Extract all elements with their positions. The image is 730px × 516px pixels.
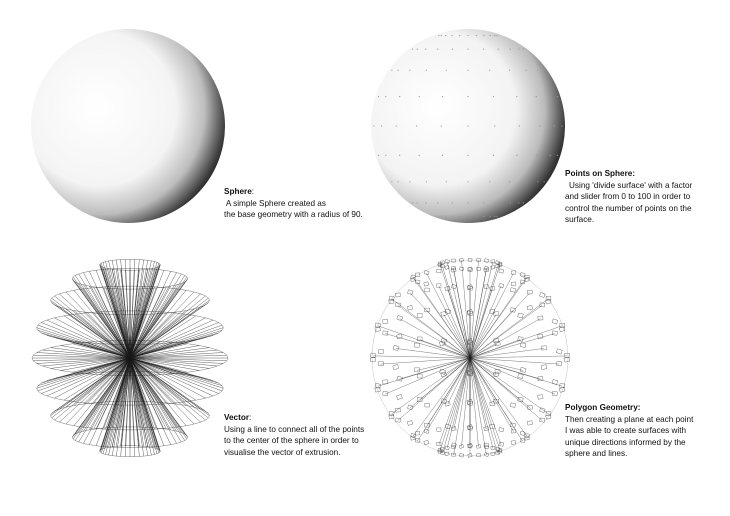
polygon-plane: [518, 336, 524, 341]
polygon-plane: [424, 282, 429, 287]
polygon-plane: [499, 269, 504, 273]
polygon-line: [470, 358, 549, 414]
polygon-plane: [520, 438, 525, 442]
polygon-plane: [451, 268, 456, 272]
polygon-wire: [370, 258, 570, 457]
polygon-line: [378, 358, 470, 386]
points-caption: [565, 168, 692, 226]
polygon-plane: [540, 408, 546, 413]
polygon-plane: [552, 331, 557, 336]
polygon-plane: [538, 334, 543, 339]
vector-caption-line: visualise the vector of extrusion.: [224, 447, 341, 457]
polygon-plane: [527, 421, 532, 425]
polygon-plane: [493, 372, 499, 377]
polygon-plane: [494, 339, 499, 343]
points-caption-line: and slider from 0 to 100 in order to: [565, 192, 691, 202]
polygon-line: [470, 260, 479, 358]
polygon-line: [439, 286, 470, 358]
polygon-plane: [437, 269, 441, 272]
polygon-caption-line: unique directions informed by the: [565, 437, 686, 447]
polygon-plane: [490, 402, 495, 406]
polygon-line: [413, 358, 470, 436]
sphere-caption-colon: :: [251, 187, 255, 196]
polygon-plane: [437, 284, 441, 287]
polygon-plane: [491, 452, 495, 456]
polygon-plane: [520, 343, 526, 348]
polygon-plane: [395, 418, 400, 422]
polygon-line: [392, 299, 471, 358]
polygon-plane: [511, 271, 516, 275]
polygon-plane: [510, 288, 515, 293]
polygon-plane: [378, 349, 383, 353]
polygon-line: [470, 334, 555, 359]
polygon-plane: [439, 341, 445, 346]
polygon-plane: [496, 451, 500, 454]
sphere-caption-line: A simple Sphere created as: [224, 198, 326, 208]
vector-caption-colon: :: [249, 413, 252, 422]
polygon-plane: [397, 394, 403, 399]
polygon-caption-line: sphere and lines.: [565, 449, 628, 459]
polygon-plane: [510, 423, 515, 428]
polygon-line: [470, 278, 527, 359]
polygon-plane: [520, 272, 525, 277]
polygon-plane: [511, 440, 516, 444]
polygon-plane: [552, 391, 557, 396]
polygon-plane: [424, 270, 429, 275]
polygon-plane: [407, 305, 413, 310]
polygon-plane: [417, 374, 422, 378]
polygon-line: [470, 358, 492, 404]
polygon-plane: [499, 427, 504, 431]
polygon-plane: [524, 436, 529, 440]
polygon-plane: [425, 423, 430, 427]
polygon-plane: [564, 357, 570, 362]
polygon-plane: [527, 405, 532, 409]
polygon-line: [413, 278, 470, 359]
polygon-caption: [565, 402, 693, 460]
polygon-line: [470, 358, 542, 421]
vector-caption-line: Using a line to connect all of the points: [224, 424, 365, 434]
polygon-plane: [477, 267, 481, 270]
polygon-caption-title: Polygon Geometry:: [565, 403, 641, 412]
polygon-line: [470, 358, 522, 441]
polygon-plane: [484, 259, 488, 263]
polygon-plane: [520, 280, 525, 284]
polygon-line: [470, 358, 493, 448]
polygon-plane: [425, 288, 430, 292]
sphere-caption-line: the base geometry with a radius of 90.: [224, 210, 363, 220]
polygon-plane: [538, 395, 543, 400]
polygon-plane: [424, 440, 429, 445]
sphere-caption-title: Sphere: [224, 187, 252, 196]
polygon-plane: [451, 426, 456, 430]
polygon-line: [470, 293, 530, 358]
polygon-plane: [383, 319, 388, 323]
polygon-line: [470, 299, 549, 358]
sphere-caption: [224, 186, 363, 221]
points-caption-line: control the number of points on the: [565, 203, 692, 213]
polygon-line: [447, 262, 470, 358]
polygon-plane: [511, 282, 516, 286]
polygon-plane: [459, 267, 464, 271]
polygon-plane: [397, 376, 403, 381]
polygon-plane: [459, 453, 464, 457]
polygon-plane: [414, 343, 419, 347]
polygon-plane: [510, 403, 515, 408]
polygon-plane: [556, 361, 562, 366]
polygon-plane: [527, 290, 532, 294]
polygon-plane: [493, 311, 499, 316]
polygon-plane: [441, 372, 447, 377]
polygon-plane: [411, 436, 416, 440]
polygon-plane: [540, 418, 545, 422]
polygon-line: [420, 340, 470, 359]
polygon-plane: [407, 420, 413, 425]
polygon-plane: [520, 431, 525, 436]
polygon-line: [470, 286, 501, 358]
polygon-plane: [445, 452, 450, 456]
polygon-line: [470, 289, 492, 358]
polygon-plane: [437, 428, 441, 431]
polygon-line: [470, 358, 486, 429]
polygon-plane: [541, 346, 546, 350]
polygon-caption-line: I was able to create surfaces with: [565, 426, 687, 436]
polygon-plane: [484, 285, 488, 289]
polygon-plane: [383, 331, 388, 335]
polygon-plane: [417, 313, 422, 317]
polygon-plane: [383, 391, 388, 395]
polygon-plane: [393, 364, 399, 369]
polygon-line: [454, 358, 470, 429]
polygon-plane: [477, 454, 481, 457]
polygon-line: [470, 326, 562, 358]
polygon-line: [462, 260, 471, 358]
polygon-plane: [417, 398, 422, 402]
polygon-plane: [496, 265, 500, 268]
polygon-plane: [564, 353, 569, 357]
vector-caption-line: to the center of the sphere in order to: [224, 436, 359, 446]
polygon-plane: [511, 429, 516, 433]
polygon-line: [448, 289, 470, 358]
points-caption-title: Points on Sphere:: [565, 169, 636, 178]
polygon-line: [470, 358, 555, 394]
polygon-plane: [556, 349, 562, 354]
polygon-plane: [393, 345, 399, 350]
polygon-plane: [541, 365, 547, 370]
polygon-plane: [518, 397, 524, 402]
polygon-line: [448, 358, 470, 404]
polygon-caption-line: Then creating a plane at each point: [565, 414, 694, 424]
polygon-plane: [495, 369, 500, 373]
points-caption-line: surface.: [565, 215, 595, 225]
polygon-plane: [527, 306, 532, 310]
polygon-line: [427, 310, 470, 358]
polygon-plane: [552, 379, 558, 384]
polygon-plane: [451, 284, 456, 289]
polygon-line: [392, 358, 471, 414]
polygon-plane: [415, 273, 420, 277]
vector-caption-title: Vector: [224, 413, 250, 422]
vector-caption: [224, 412, 364, 458]
polygon-plane: [378, 361, 383, 366]
polygon-plane: [510, 308, 515, 313]
polygon-line: [385, 334, 470, 359]
polygon-plane: [437, 442, 441, 445]
polygon-plane: [552, 319, 558, 324]
polygon-plane: [499, 283, 504, 287]
polygon-plane: [407, 405, 413, 410]
polygon-plane: [518, 313, 524, 318]
polygon-line: [398, 358, 470, 421]
polygon-plane: [407, 290, 413, 295]
polygon-plane: [518, 374, 524, 379]
polygon-line: [378, 326, 470, 358]
polygon-plane: [395, 408, 400, 412]
polygon-line: [418, 282, 470, 358]
points-caption-line: Using 'divide surface' with a factor: [569, 180, 693, 190]
polygon-plane: [397, 315, 403, 320]
polygon-line: [470, 262, 493, 358]
polygon-line: [447, 358, 470, 448]
polygon-plane: [540, 292, 546, 297]
polygon-line: [418, 358, 470, 441]
polygon-plane: [441, 311, 447, 316]
polygon-plane: [499, 442, 504, 446]
polygon-plane: [425, 403, 430, 407]
